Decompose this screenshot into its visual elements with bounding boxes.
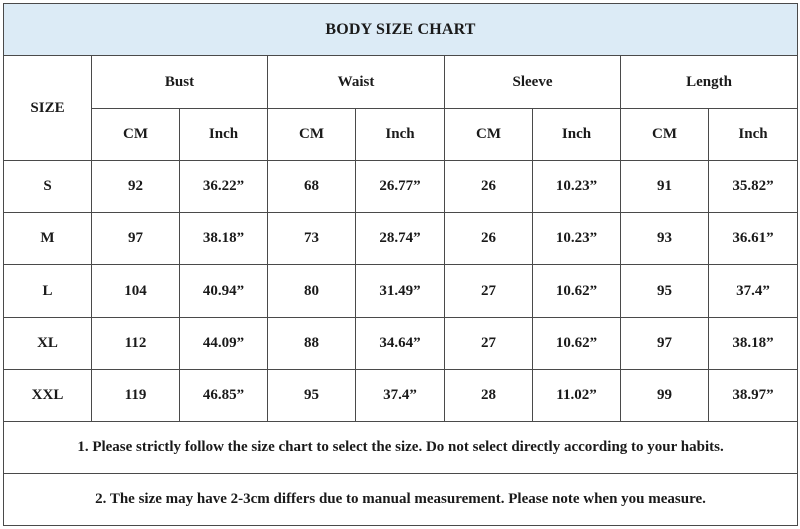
table-cell: 93: [621, 213, 709, 265]
table-cell: 10.62”: [533, 317, 621, 369]
table-cell: 68: [268, 161, 356, 213]
table-cell: 119: [92, 369, 180, 421]
note-text: 1. Please strictly follow the size chart to select the size. Do not select directly according to your habits.: [4, 421, 798, 473]
note-text: 2. The size may have 2-3cm differs due to manual measurement. Please note when you measure.: [4, 473, 798, 525]
chart-title: BODY SIZE CHART: [4, 4, 798, 56]
table-cell: 26.77”: [356, 161, 445, 213]
table-cell: 95: [621, 265, 709, 317]
table-row: [4, 369, 798, 421]
table-cell: 38.18”: [709, 317, 798, 369]
table-cell: 112: [92, 317, 180, 369]
table-cell: 28: [445, 369, 533, 421]
unit-header: Inch: [533, 109, 621, 161]
unit-header: CM: [92, 109, 180, 161]
note-row: [4, 473, 798, 525]
title-row: [4, 4, 798, 56]
group-header-sleeve: Sleeve: [445, 56, 621, 109]
table-cell: 10.23”: [533, 213, 621, 265]
table-cell: 26: [445, 213, 533, 265]
table-cell: 36.61”: [709, 213, 798, 265]
table-cell: 88: [268, 317, 356, 369]
table-cell: 91: [621, 161, 709, 213]
table-cell: 46.85”: [180, 369, 268, 421]
table-cell: 44.09”: [180, 317, 268, 369]
table-row: [4, 317, 798, 369]
table-cell: 37.4”: [709, 265, 798, 317]
table-cell: 92: [92, 161, 180, 213]
table-cell: 11.02”: [533, 369, 621, 421]
size-label: M: [4, 213, 92, 265]
size-label: XXL: [4, 369, 92, 421]
table-cell: 35.82”: [709, 161, 798, 213]
group-header-bust: Bust: [92, 56, 268, 109]
unit-header: CM: [445, 109, 533, 161]
table-cell: 95: [268, 369, 356, 421]
unit-header: Inch: [709, 109, 798, 161]
table-cell: 10.62”: [533, 265, 621, 317]
table-cell: 80: [268, 265, 356, 317]
size-label: XL: [4, 317, 92, 369]
size-label: L: [4, 265, 92, 317]
size-column-header: SIZE: [4, 56, 92, 161]
unit-header-row: [4, 109, 798, 161]
table-row: [4, 213, 798, 265]
table-cell: 73: [268, 213, 356, 265]
unit-header: Inch: [356, 109, 445, 161]
table-cell: 40.94”: [180, 265, 268, 317]
table-cell: 37.4”: [356, 369, 445, 421]
unit-header: CM: [621, 109, 709, 161]
table-cell: 27: [445, 265, 533, 317]
table-cell: 104: [92, 265, 180, 317]
table-cell: 97: [92, 213, 180, 265]
table-cell: 38.18”: [180, 213, 268, 265]
unit-header: Inch: [180, 109, 268, 161]
table-cell: 10.23”: [533, 161, 621, 213]
table-cell: 38.97”: [709, 369, 798, 421]
table-cell: 36.22”: [180, 161, 268, 213]
table-cell: 28.74”: [356, 213, 445, 265]
table-cell: 26: [445, 161, 533, 213]
table-cell: 97: [621, 317, 709, 369]
group-header-waist: Waist: [268, 56, 445, 109]
table-row: [4, 161, 798, 213]
size-label: S: [4, 161, 92, 213]
table-cell: 34.64”: [356, 317, 445, 369]
note-row: [4, 421, 798, 473]
table-row: [4, 265, 798, 317]
unit-header: CM: [268, 109, 356, 161]
group-header-length: Length: [621, 56, 798, 109]
group-header-row: [4, 56, 798, 109]
table-cell: 27: [445, 317, 533, 369]
table-cell: 31.49”: [356, 265, 445, 317]
size-chart-table: [3, 3, 798, 526]
table-cell: 99: [621, 369, 709, 421]
